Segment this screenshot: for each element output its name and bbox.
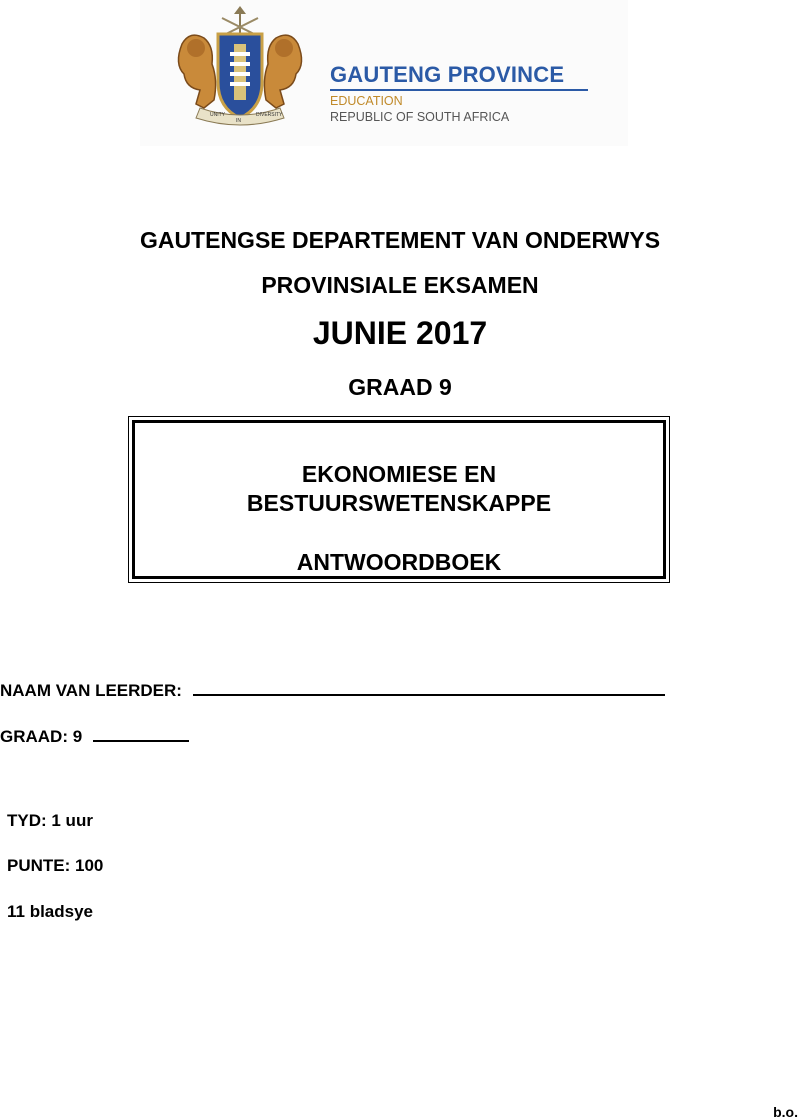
session-heading: JUNIE 2017	[312, 315, 488, 351]
header-logo	[140, 0, 628, 146]
subject-box-inner	[132, 420, 666, 579]
answer-book-label: ANTWOORDBOEK	[296, 549, 502, 575]
exam-marks: PUNTE: 100	[7, 856, 104, 875]
grade-label: GRAAD: 9	[0, 727, 83, 746]
svg-text:DIVERSITY: DIVERSITY	[256, 112, 283, 118]
department-heading: GAUTENGSE DEPARTEMENT VAN ONDERWYS	[139, 227, 661, 253]
subject-box	[128, 416, 670, 583]
learner-name-line[interactable]	[193, 678, 665, 696]
svg-text:IN: IN	[236, 118, 241, 124]
brand-title: GAUTENG PROVINCE	[330, 62, 565, 87]
page-count: 11 bladsye	[7, 902, 94, 921]
subject-line-1: EKONOMIESE EN	[301, 461, 497, 487]
brand-subtitle: EDUCATION	[330, 94, 403, 108]
svg-text:UNITY: UNITY	[210, 112, 225, 118]
grade-class-line[interactable]	[93, 724, 189, 742]
coat-of-arms-icon	[160, 4, 320, 134]
exam-heading: PROVINSIALE EKSAMEN	[261, 272, 539, 298]
subject-line-2: BESTUURSWETENSKAPPE	[246, 490, 552, 516]
learner-name-field	[0, 678, 665, 701]
turn-over-note: b.o.	[773, 1104, 798, 1120]
grade-field	[0, 724, 189, 747]
exam-time: TYD: 1 uur	[7, 811, 93, 830]
brand-country: REPUBLIC OF SOUTH AFRICA	[330, 110, 510, 124]
grade-heading: GRAAD 9	[348, 374, 452, 400]
learner-name-label: NAAM VAN LEERDER:	[0, 681, 182, 700]
brand-divider	[330, 89, 588, 91]
